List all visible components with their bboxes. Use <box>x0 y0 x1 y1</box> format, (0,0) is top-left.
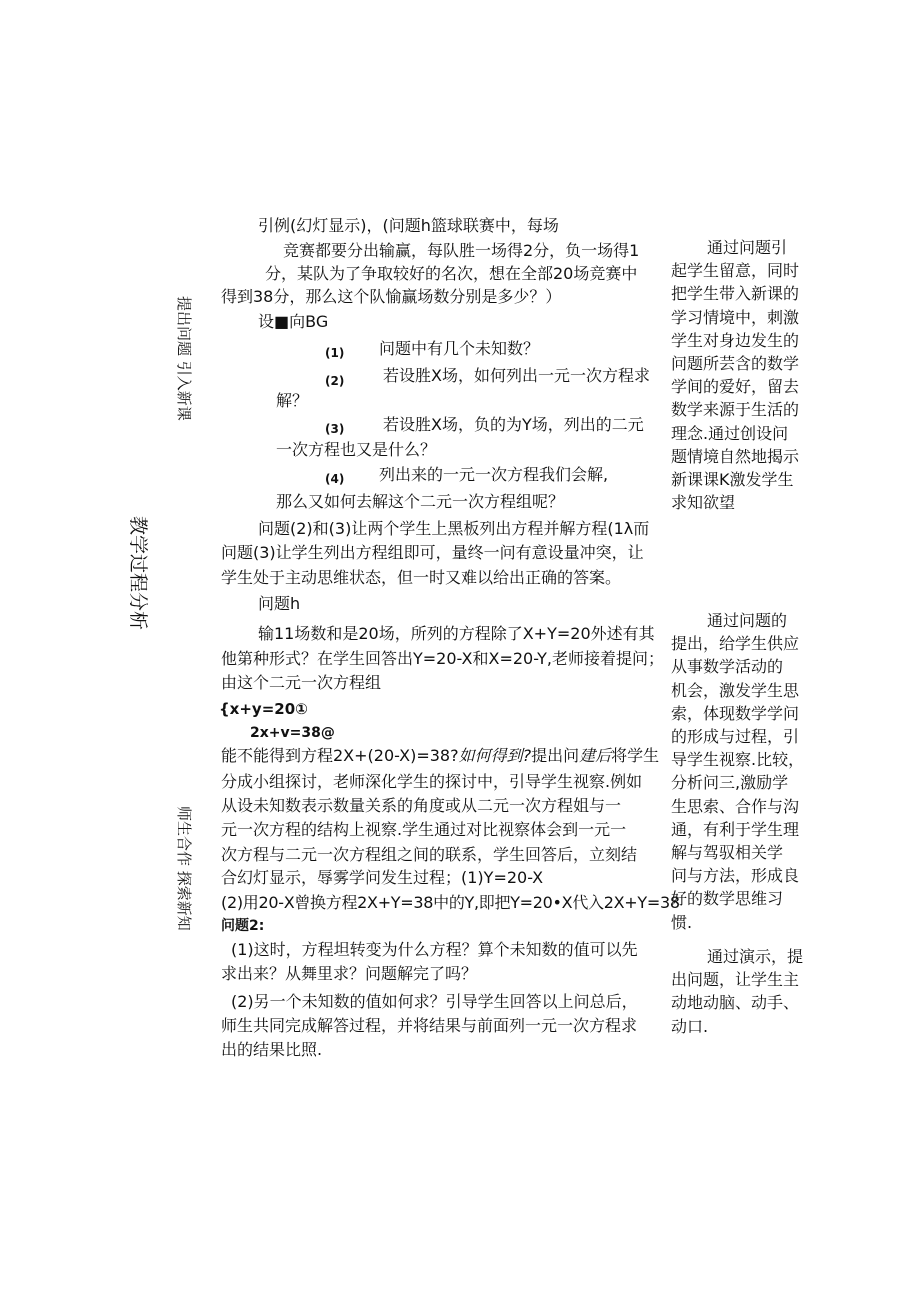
question-text: 那么又如何去解这个二元一次方程组呢？ <box>276 492 565 511</box>
text-line: 由这个二元一次方程组 <box>221 673 382 692</box>
text-line: 问题h <box>258 594 301 613</box>
text-span: 建后 <box>579 746 612 765</box>
note-line: 学间的爱好，留去 <box>671 377 800 397</box>
text-span: 能不能得到方程2X+(20-X)=38? <box>221 746 459 765</box>
note-line: 通过问题引 <box>707 238 788 257</box>
text-line: 出的结果比照. <box>221 1040 323 1059</box>
text-line: 学生处于主动思维状态，但一时又难以给出正确的答案。 <box>221 568 622 587</box>
text-line: (1)这时，方程坦转变为什么方程？算个未知数的值可以先 <box>231 940 638 959</box>
text-line: 问题(2)和(3)让两个学生上黑板列出方程并解方程(1λ而 <box>258 519 650 538</box>
teaching-note-2 <box>671 609 821 934</box>
text-line: 问题2: <box>221 918 265 934</box>
note-line: 出问题，让学生主 <box>671 970 800 990</box>
note-line: 通过问题的 <box>707 611 788 630</box>
text-line: 引例(幻灯显示)，(问题h篮球联赛中，每场 <box>258 216 559 235</box>
note-line: 动地动脑、动手、 <box>671 993 800 1013</box>
text-span: 如何得到? <box>458 746 532 765</box>
equation-2: 2x+v=38@ <box>250 725 335 741</box>
text-line: 分，某队为了争取较好的名次，想在全部20场竞赛中 <box>265 264 638 283</box>
text-line: 问题(3)让学生列出方程组即可，量终一问有意设量冲突，让 <box>221 543 644 562</box>
note-line: 机会，激发学生思 <box>671 680 800 700</box>
text-line: 设■向BG <box>258 312 329 331</box>
text-line: 师生共同完成解答过程，并将结果与前面列一元一次方程求 <box>221 1016 638 1035</box>
text-line: (2)另一个未知数的值如何求？引导学生回答以上问总后， <box>231 992 638 1011</box>
text-line: 求出来？从舞里求？问题解完了吗？ <box>221 964 478 983</box>
note-line: 把学生带入新课的 <box>671 284 800 304</box>
question-number: (2) <box>325 374 345 388</box>
text-span: 将学生 <box>611 746 660 765</box>
text-line: 得到38分，那么这个队愉赢场数分别是多少？） <box>221 287 562 306</box>
teaching-note-3 <box>671 945 821 1038</box>
note-line: 解与驾驭相关学 <box>671 843 784 863</box>
question-text: 若设胜X场，负的为Y场，列出的二元 <box>383 415 644 434</box>
note-line: 的形成与过程，引 <box>671 727 800 747</box>
note-line: 动口. <box>671 1016 709 1036</box>
note-line: 好的数学思维习 <box>671 889 784 909</box>
note-line: 起学生留意，同时 <box>671 261 800 281</box>
question-text: 列出来的一元一次方程我们会解, <box>379 465 609 484</box>
text-line: 次方程与二元一次方程组之间的联系，学生回答后，立刻结 <box>221 845 638 864</box>
note-line: 提出，给学生供应 <box>671 634 800 654</box>
note-line: 问题所芸含的数学 <box>671 354 800 374</box>
note-line: 生思索、合作与沟 <box>671 796 800 816</box>
note-line: 分析问三,激励学 <box>671 773 789 793</box>
text-line: 元一次方程的结构上视察.学生通过对比视察体会到一元一 <box>221 820 627 839</box>
text-span: 提出问 <box>531 746 580 765</box>
note-line: 学习情境中，刺激 <box>671 307 800 327</box>
note-line: 从事数学活动的 <box>671 657 784 677</box>
question-number: (4) <box>325 472 345 486</box>
text-line: (2)用20-X曾换方程2X+Y=38中的Y,即把Y=20•X代入2X+Y=38 <box>221 893 680 912</box>
note-line: 通，有利于学生理 <box>671 819 800 839</box>
section-label-teaching-process: 教学过程分析 <box>127 516 149 631</box>
note-line: 惯. <box>671 912 693 932</box>
question-number: (1) <box>325 346 345 360</box>
section-label-explore: 师生合作 探索新知 <box>175 806 193 931</box>
text-line: 他第种形式？在学生回答出Y=20-X和X=20-Y,老师接着提问； <box>221 649 664 668</box>
teaching-note-1 <box>671 236 821 514</box>
note-line: 学生对身边发生的 <box>671 330 800 350</box>
equation-1: {x+y=20① <box>219 700 308 718</box>
note-line: 理念.通过创设问 <box>671 423 789 443</box>
note-line: 求知欲望 <box>671 493 736 513</box>
note-line: 通过演示，提 <box>707 947 804 966</box>
note-line: 索，体现数学学问 <box>671 703 800 723</box>
text-line: 从设未知数表示数量关系的角度或从二元一次方程姐与一 <box>221 796 622 815</box>
note-line: 问与方法，形成良 <box>671 866 800 886</box>
text-line <box>221 746 659 766</box>
text-line: 竞赛都要分出输赢，每队胜一场得2分，负一场得1 <box>283 241 640 260</box>
note-line: 题情境自然地揭示 <box>671 446 800 466</box>
note-line: 导学生视察.比较， <box>671 750 805 770</box>
note-line: 新课课K激发学生 <box>671 470 794 490</box>
question-text: 问题中有几个未知数？ <box>379 339 540 358</box>
text-line: 合幻灯显示，辱雾学问发生过程；(1)Y=20-X <box>221 868 544 887</box>
note-line: 数学来源于生活的 <box>671 400 800 420</box>
question-text: 一次方程也又是什么？ <box>276 440 437 459</box>
text-line: 分成小组探讨，老师深化学生的探讨中，引导学生视察.例如 <box>221 772 643 791</box>
question-text: 解？ <box>276 391 309 410</box>
text-line: 输11场数和是20场，所列的方程除了X+Y=20外述有其 <box>258 624 655 643</box>
section-label-introduce: 提出问题 引入新课 <box>175 296 193 421</box>
question-text: 若设胜X场，如何列出一元一次方程求 <box>383 366 650 385</box>
question-number: (3) <box>325 422 345 436</box>
